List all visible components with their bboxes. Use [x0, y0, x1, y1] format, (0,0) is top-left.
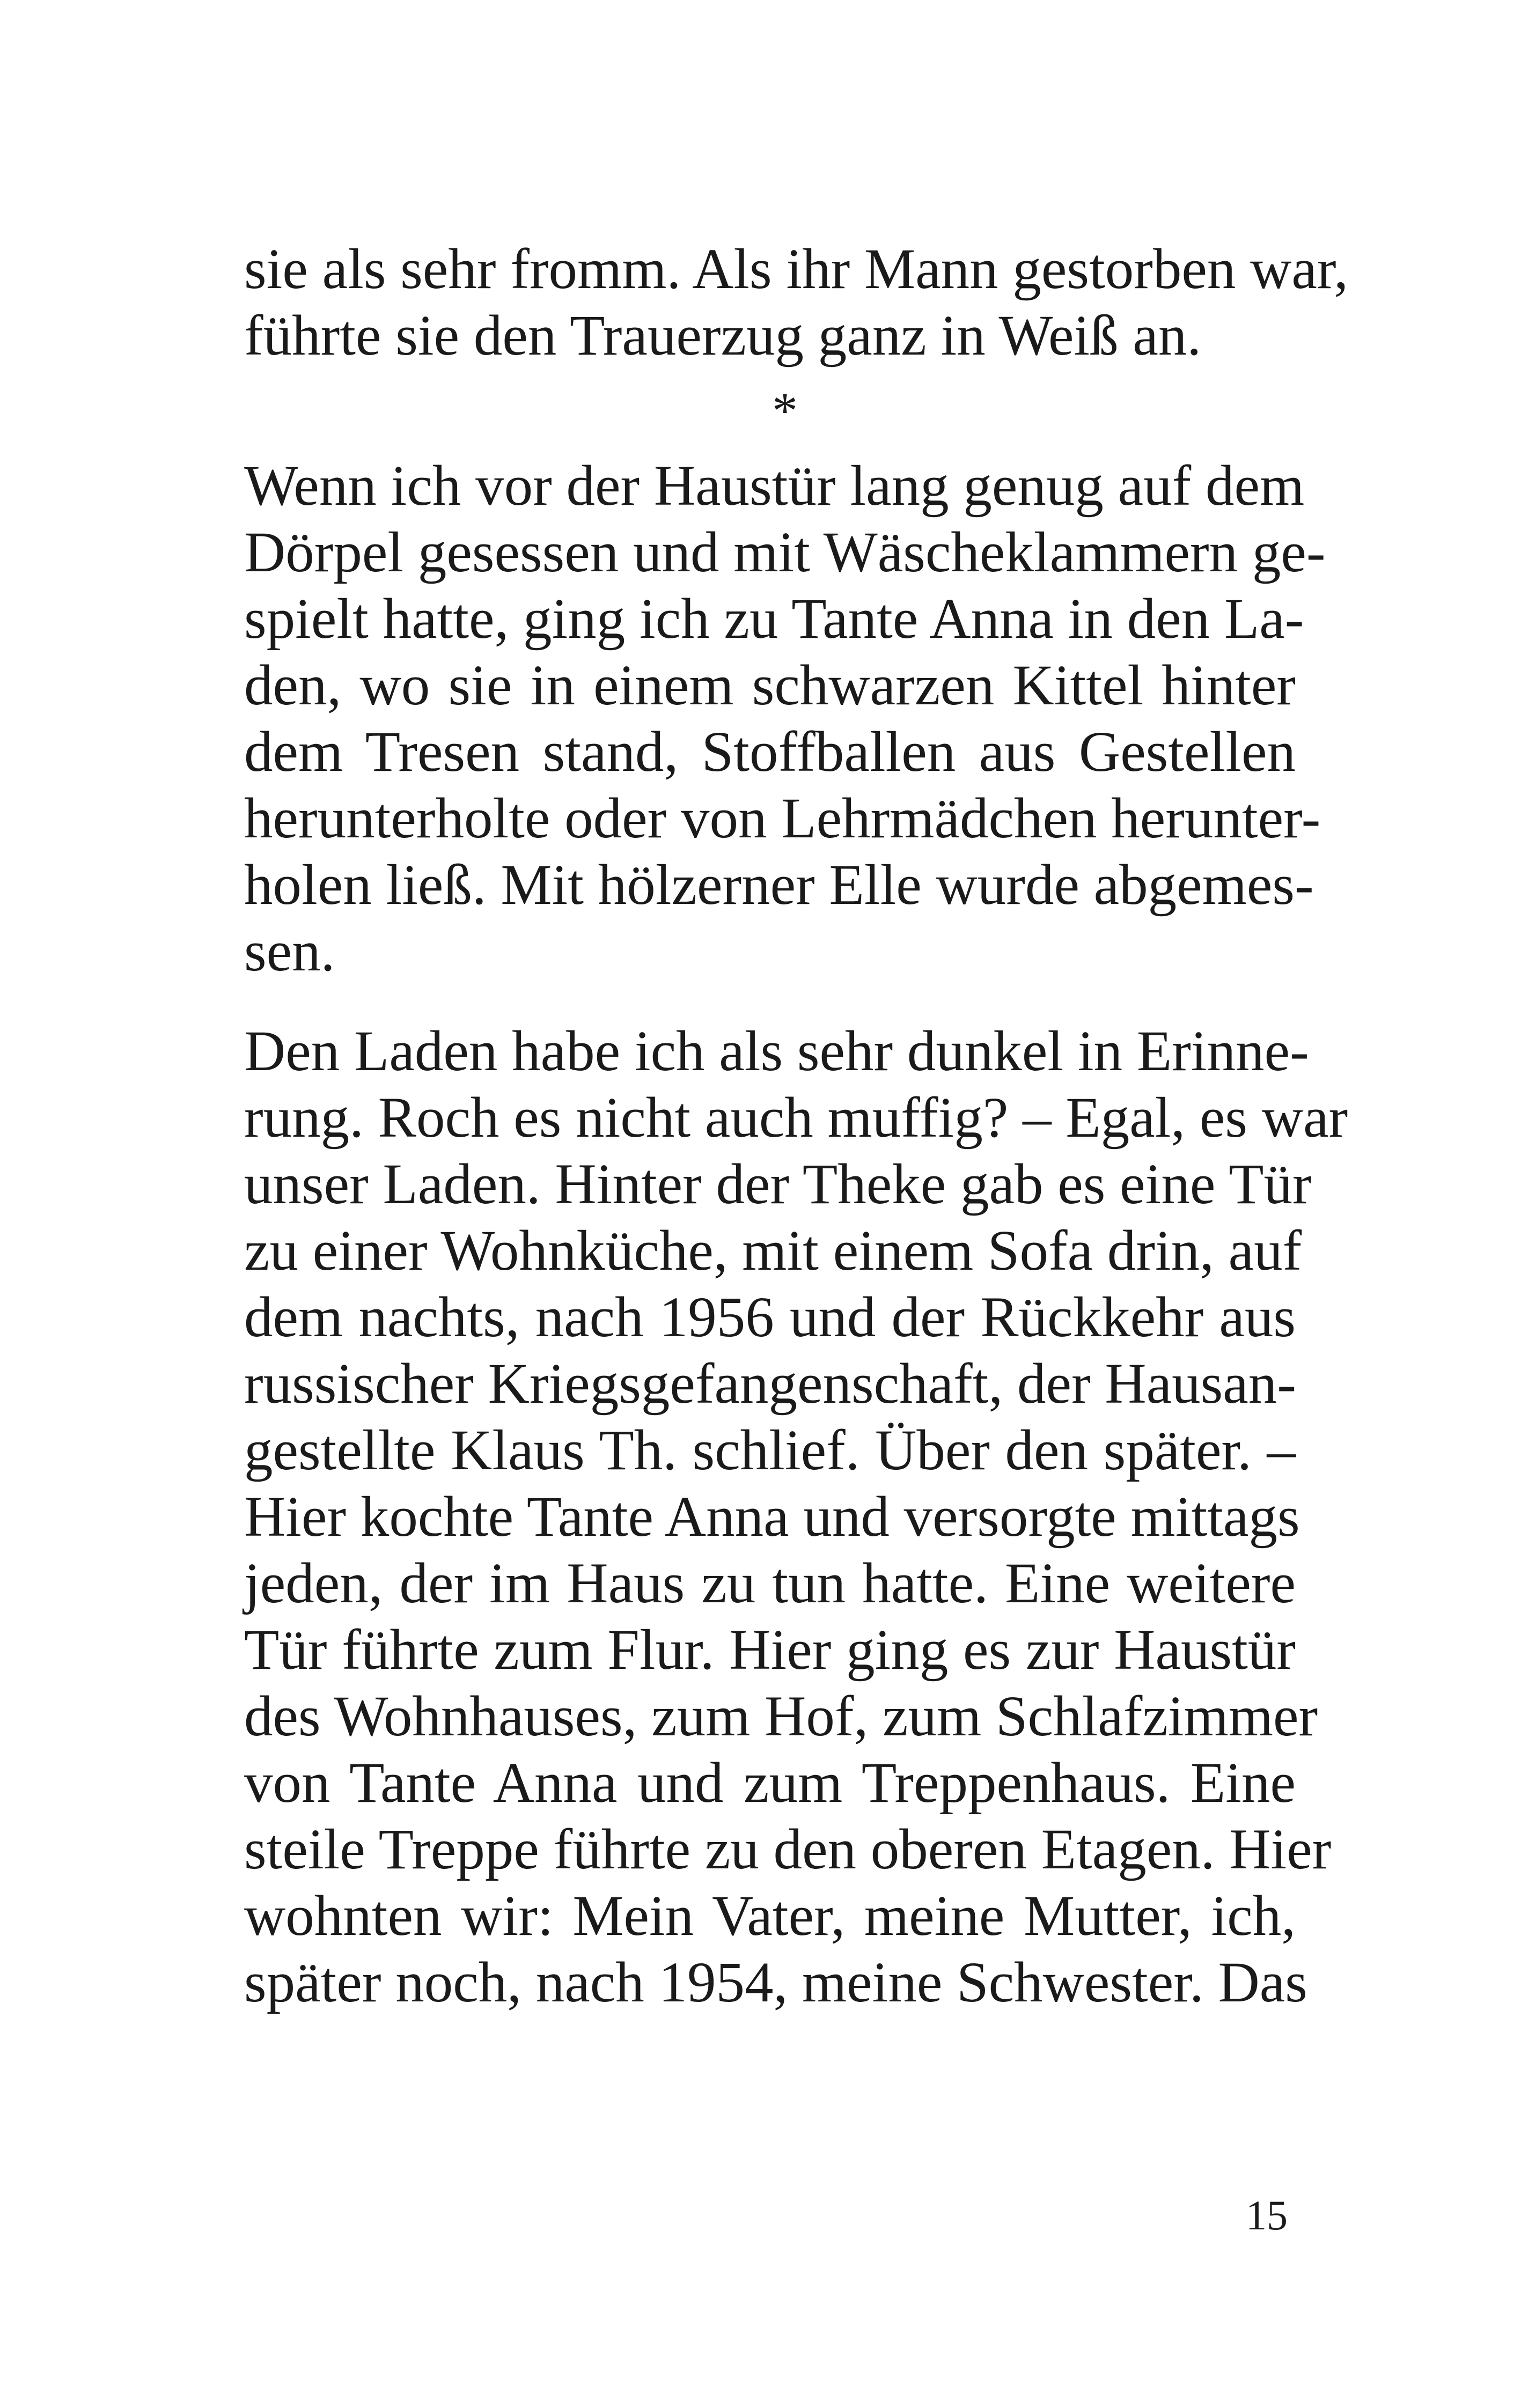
text-line: dem nachts, nach 1956 und der Rückkehr aus	[244, 1286, 1296, 1349]
text-line: jeden, der im Haus zu tun hatte. Eine weitere	[244, 1552, 1296, 1615]
text-line: von Tante Anna und zum Treppenhaus. Eine	[244, 1751, 1296, 1815]
text-line: Den Laden habe ich als sehr dunkel in Erinne-	[244, 1020, 1309, 1083]
text-line: rung. Roch es nicht auch muffig? – Egal, es war	[244, 1086, 1348, 1150]
text-line: Hier kochte Tante Anna und versorgte mittags	[244, 1485, 1300, 1549]
text-line: russischer Kriegsgefangenschaft, der Hausan-	[244, 1352, 1296, 1416]
text-line: Dörpel gesessen und mit Wäscheklammern ge-	[244, 521, 1326, 584]
text-line: des Wohnhauses, zum Hof, zum Schlafzimmer	[244, 1685, 1318, 1748]
text-line: herunterholte oder von Lehrmädchen herunter-	[244, 787, 1321, 850]
text-line: dem Tresen stand, Stoffballen aus Gestellen	[244, 720, 1296, 784]
text-line: spielt hatte, ging ich zu Tante Anna in den La-	[244, 587, 1304, 651]
text-line: sen.	[244, 920, 335, 983]
text-line: wohnten wir: Mein Vater, meine Mutter, ich,	[244, 1884, 1296, 1948]
text-line: unser Laden. Hinter der Theke gab es eine Tür	[244, 1153, 1312, 1216]
text-line: den, wo sie in einem schwarzen Kittel hinter	[244, 654, 1296, 717]
text-line: steile Treppe führte zu den oberen Etagen. Hier	[244, 1818, 1332, 1881]
text-line: gestellte Klaus Th. schlief. Über den später. –	[244, 1419, 1296, 1482]
section-separator	[244, 378, 1296, 444]
text-line: holen ließ. Mit hölzerner Elle wurde abgemes-	[244, 853, 1314, 917]
text-line: später noch, nach 1954, meine Schwester. Das	[244, 1951, 1307, 2014]
text-line: Tür führte zum Flur. Hier ging es zur Haustür	[244, 1618, 1296, 1682]
asterisk-glyph: *	[772, 382, 798, 439]
text-line: Wenn ich vor der Haustür lang genug auf dem	[244, 454, 1305, 518]
text-line: sie als sehr fromm. Als ihr Mann gestorben war,	[244, 238, 1349, 301]
text-line: zu einer Wohnküche, mit einem Sofa drin, auf	[244, 1219, 1302, 1283]
paragraph-shop	[244, 453, 1326, 985]
text-line: führte sie den Trauerzug ganz in Weiß an.	[244, 304, 1202, 367]
paragraph-house	[244, 1018, 1348, 2016]
paragraph-intro	[244, 236, 1349, 369]
page-number: 15	[1246, 2192, 1288, 2238]
body-text	[244, 236, 1349, 2016]
